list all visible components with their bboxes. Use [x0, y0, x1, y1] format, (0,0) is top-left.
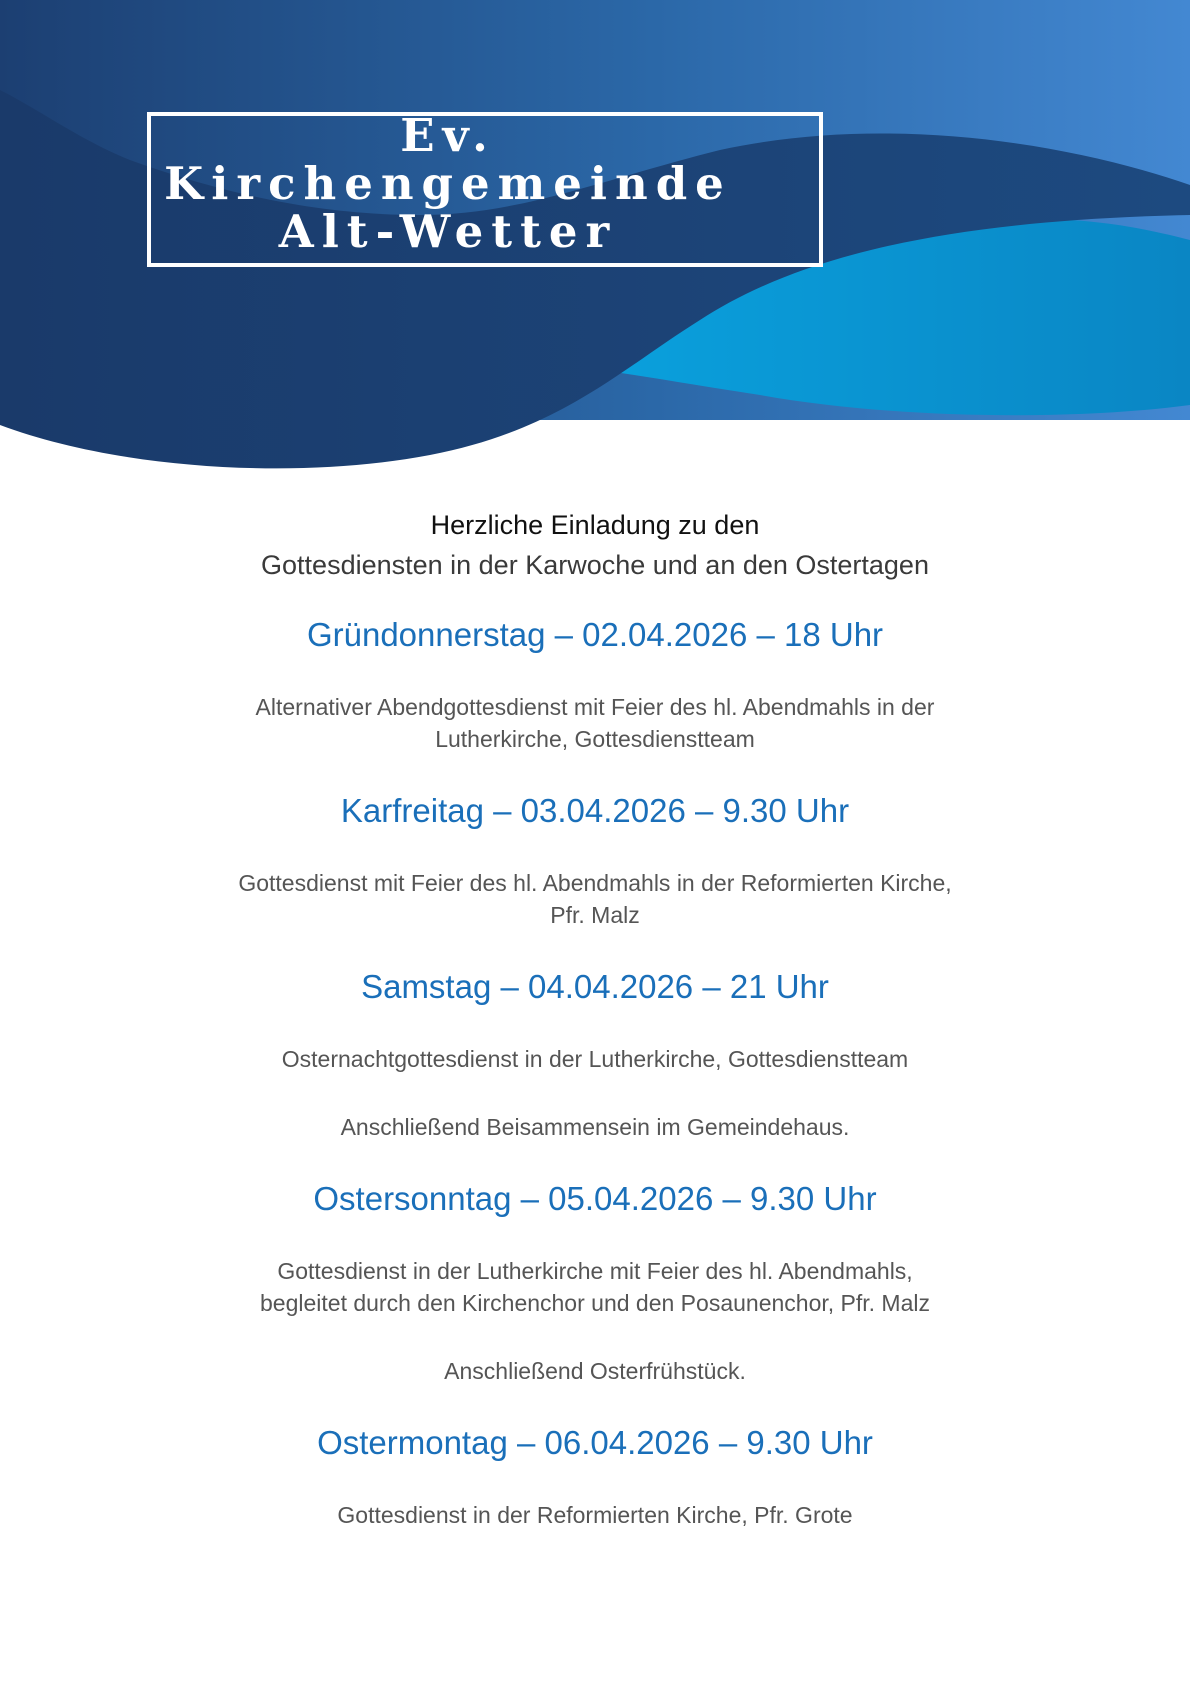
event-description: Gottesdienst in der Reformierten Kirche, Pfr. Grote — [337, 1502, 853, 1528]
header-banner — [0, 0, 1190, 480]
event-karfreitag — [0, 791, 1190, 931]
event-ostermontag — [0, 1423, 1190, 1531]
event-description: Gottesdienst mit Feier des hl. Abendmahls in der Reformierten Kirche, — [238, 870, 952, 896]
title-line-3: Alt-Wetter — [278, 205, 618, 258]
intro-line-2: Gottesdiensten in der Karwoche und an den Ostertagen — [261, 550, 929, 580]
event-description: Gottesdienst in der Lutherkirche mit Feier des hl. Abendmahls, — [277, 1258, 913, 1284]
event-ostersonntag — [0, 1179, 1190, 1387]
event-title: Samstag – 04.04.2026 – 21 Uhr — [361, 968, 829, 1005]
title-line-1: Ev. — [400, 109, 496, 162]
event-description: Pfr. Malz — [550, 902, 640, 928]
event-samstag — [0, 967, 1190, 1143]
event-description: begleitet durch den Kirchenchor und den Posaunenchor, Pfr. Malz — [260, 1290, 930, 1316]
event-description: Lutherkirche, Gottesdienstteam — [435, 726, 755, 752]
intro-line-1: Herzliche Einladung zu den — [430, 510, 760, 540]
event-title: Ostersonntag – 05.04.2026 – 9.30 Uhr — [313, 1180, 877, 1217]
event-note: Anschließend Beisammensein im Gemeindehaus. — [340, 1114, 850, 1140]
event-title: Ostermontag – 06.04.2026 – 9.30 Uhr — [317, 1424, 873, 1461]
event-gruendonnerstag — [0, 615, 1190, 755]
event-description: Osternachtgottesdienst in der Lutherkirche, Gottesdienstteam — [281, 1046, 909, 1072]
event-title: Karfreitag – 03.04.2026 – 9.30 Uhr — [340, 792, 850, 829]
title-line-2: Kirchengemeinde — [164, 157, 732, 210]
event-title: Gründonnerstag – 02.04.2026 – 18 Uhr — [306, 616, 884, 653]
congregation-title — [110, 109, 786, 258]
event-note: Anschließend Osterfrühstück. — [444, 1358, 746, 1384]
content — [0, 505, 1190, 1531]
event-description: Alternativer Abendgottesdienst mit Feier des hl. Abendmahls in der — [255, 694, 935, 720]
